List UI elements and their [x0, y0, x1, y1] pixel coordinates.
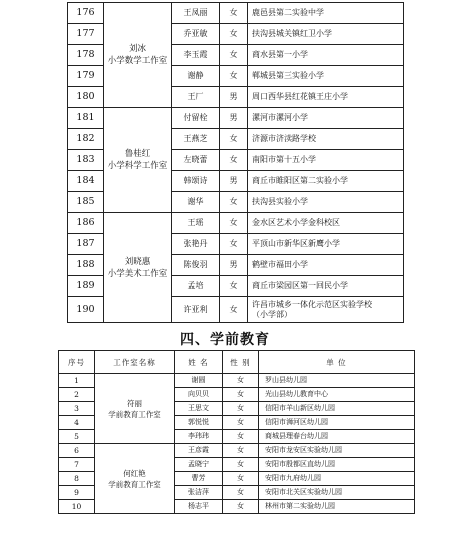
row-number: 7 — [59, 458, 95, 472]
studio-name-cell — [104, 3, 172, 108]
member-name: 李玮玮 — [175, 430, 223, 444]
member-unit: 鹤壁市福田小学 — [248, 255, 404, 276]
member-unit: 鹿邑县第二实验中学 — [248, 3, 404, 24]
member-name: 谢华 — [172, 192, 220, 213]
member-name: 王凤丽 — [172, 3, 220, 24]
member-name: 向贝贝 — [175, 388, 223, 402]
member-name: 孟晓宁 — [175, 458, 223, 472]
row-number: 180 — [68, 87, 104, 108]
member-name: 张洁萍 — [175, 486, 223, 500]
member-gender: 女 — [223, 458, 259, 472]
member-gender: 女 — [220, 24, 248, 45]
member-unit-line1: 许昌市城乡一体化示范区实验学校 — [252, 299, 372, 309]
member-unit: 信阳市浉河区幼儿园 — [259, 416, 415, 430]
member-unit: 安阳市殷都区直幼儿园 — [259, 458, 415, 472]
table-row — [68, 3, 404, 24]
member-gender: 女 — [220, 45, 248, 66]
header-unit: 单 位 — [259, 351, 415, 374]
member-unit: 商水县第一小学 — [248, 45, 404, 66]
studio-leader: 符丽 — [127, 398, 142, 408]
member-name: 王彦霞 — [175, 444, 223, 458]
row-number: 4 — [59, 416, 95, 430]
member-unit: 南阳市第十五小学 — [248, 150, 404, 171]
studio-title: 学前教育工作室 — [108, 479, 161, 489]
member-name: 王瑶 — [172, 213, 220, 234]
row-number: 183 — [68, 150, 104, 171]
member-gender: 女 — [220, 276, 248, 297]
row-number: 1 — [59, 374, 95, 388]
member-name: 陈俊羽 — [172, 255, 220, 276]
member-gender: 女 — [220, 234, 248, 255]
row-number: 9 — [59, 486, 95, 500]
member-unit: 商丘市梁园区第一回民小学 — [248, 276, 404, 297]
member-name: 王厂 — [172, 87, 220, 108]
member-unit: 郸城县第三实验小学 — [248, 66, 404, 87]
studio-name-cell — [104, 108, 172, 213]
member-gender: 女 — [223, 430, 259, 444]
member-name: 韩颂诗 — [172, 171, 220, 192]
member-gender: 女 — [223, 472, 259, 486]
member-gender: 男 — [220, 171, 248, 192]
member-name: 孟培 — [172, 276, 220, 297]
member-name: 许亚利 — [172, 297, 220, 323]
studio-name-cell — [95, 374, 175, 444]
member-gender: 女 — [223, 374, 259, 388]
member-gender: 女 — [223, 402, 259, 416]
member-name: 曹芳 — [175, 472, 223, 486]
member-unit-line2: （小学部） — [252, 309, 292, 319]
member-gender: 女 — [223, 500, 259, 514]
member-gender: 女 — [223, 416, 259, 430]
studio-leader: 刘冰 — [128, 44, 146, 54]
header-studio: 工作室名称 — [95, 351, 175, 374]
member-gender: 男 — [220, 87, 248, 108]
row-number: 5 — [59, 430, 95, 444]
member-unit: 光山县幼儿教育中心 — [259, 388, 415, 402]
studio-title: 小学美术工作室 — [107, 268, 168, 279]
member-unit: 商丘市睢阳区第二实验小学 — [248, 171, 404, 192]
member-gender: 女 — [223, 444, 259, 458]
row-number: 177 — [68, 24, 104, 45]
row-number: 181 — [68, 108, 104, 129]
row-number: 8 — [59, 472, 95, 486]
row-number: 3 — [59, 402, 95, 416]
studio-name-cell — [95, 444, 175, 514]
member-unit: 平顶山市新华区新鹰小学 — [248, 234, 404, 255]
header-gender: 性 别 — [223, 351, 259, 374]
member-unit: 安阳市北关区实验幼儿园 — [259, 486, 415, 500]
table-row — [59, 374, 415, 388]
table-row — [68, 213, 404, 234]
studio-name-cell — [104, 213, 172, 323]
member-name: 李玉霞 — [172, 45, 220, 66]
row-number: 178 — [68, 45, 104, 66]
member-name: 杨志平 — [175, 500, 223, 514]
member-gender: 女 — [220, 129, 248, 150]
member-gender: 女 — [220, 3, 248, 24]
member-unit: 扶沟县实验小学 — [248, 192, 404, 213]
member-name: 付留栓 — [172, 108, 220, 129]
member-unit — [248, 297, 404, 323]
member-unit: 周口西华县红花镇王庄小学 — [248, 87, 404, 108]
row-number: 187 — [68, 234, 104, 255]
studio-title: 学前教育工作室 — [108, 409, 161, 419]
member-name: 乔亚敏 — [172, 24, 220, 45]
row-number: 10 — [59, 500, 95, 514]
row-number: 188 — [68, 255, 104, 276]
studio-leader: 刘晓惠 — [124, 256, 151, 267]
row-number: 6 — [59, 444, 95, 458]
member-gender: 男 — [220, 108, 248, 129]
row-number: 189 — [68, 276, 104, 297]
row-number: 179 — [68, 66, 104, 87]
member-unit: 信阳市羊山新区幼儿园 — [259, 402, 415, 416]
member-unit: 金水区艺术小学金科校区 — [248, 213, 404, 234]
row-number: 2 — [59, 388, 95, 402]
table-header-row — [59, 351, 415, 374]
preschool-table — [58, 350, 415, 514]
member-gender: 男 — [220, 255, 248, 276]
member-unit: 漯河市漯河小学 — [248, 108, 404, 129]
member-name: 谢圆 — [175, 374, 223, 388]
member-gender: 女 — [220, 297, 248, 323]
row-number: 182 — [68, 129, 104, 150]
studio-title: 小学数学工作室 — [107, 56, 168, 66]
member-gender: 女 — [220, 213, 248, 234]
studio-leader: 何红艳 — [123, 468, 146, 478]
primary-school-table — [67, 2, 404, 323]
member-name: 谢静 — [172, 66, 220, 87]
member-name: 左晓蕾 — [172, 150, 220, 171]
member-gender: 女 — [223, 486, 259, 500]
member-gender: 女 — [220, 150, 248, 171]
member-name: 王燕芝 — [172, 129, 220, 150]
studio-title: 小学科学工作室 — [107, 161, 168, 171]
member-name: 郭悦悦 — [175, 416, 223, 430]
row-number: 185 — [68, 192, 104, 213]
member-unit: 安阳市九府幼儿园 — [259, 472, 415, 486]
member-unit: 商城县理春台幼儿园 — [259, 430, 415, 444]
table-row — [68, 108, 404, 129]
member-unit: 安阳市龙安区实验幼儿园 — [259, 444, 415, 458]
row-number: 184 — [68, 171, 104, 192]
header-name: 姓 名 — [175, 351, 223, 374]
studio-leader: 鲁桂红 — [124, 149, 151, 159]
section-title: 四、学前教育 — [180, 332, 270, 348]
row-number: 176 — [68, 3, 104, 24]
table-row — [59, 444, 415, 458]
member-unit: 济源市济渎路学校 — [248, 129, 404, 150]
member-unit: 林州市第二实验幼儿园 — [259, 500, 415, 514]
member-gender: 女 — [220, 192, 248, 213]
header-no: 序号 — [59, 351, 95, 374]
row-number: 190 — [68, 297, 104, 323]
member-unit: 罗山县幼儿园 — [259, 374, 415, 388]
member-name: 张艳丹 — [172, 234, 220, 255]
member-gender: 女 — [220, 66, 248, 87]
member-unit: 扶沟县城关镇红卫小学 — [248, 24, 404, 45]
member-gender: 女 — [223, 388, 259, 402]
row-number: 186 — [68, 213, 104, 234]
member-name: 王思文 — [175, 402, 223, 416]
